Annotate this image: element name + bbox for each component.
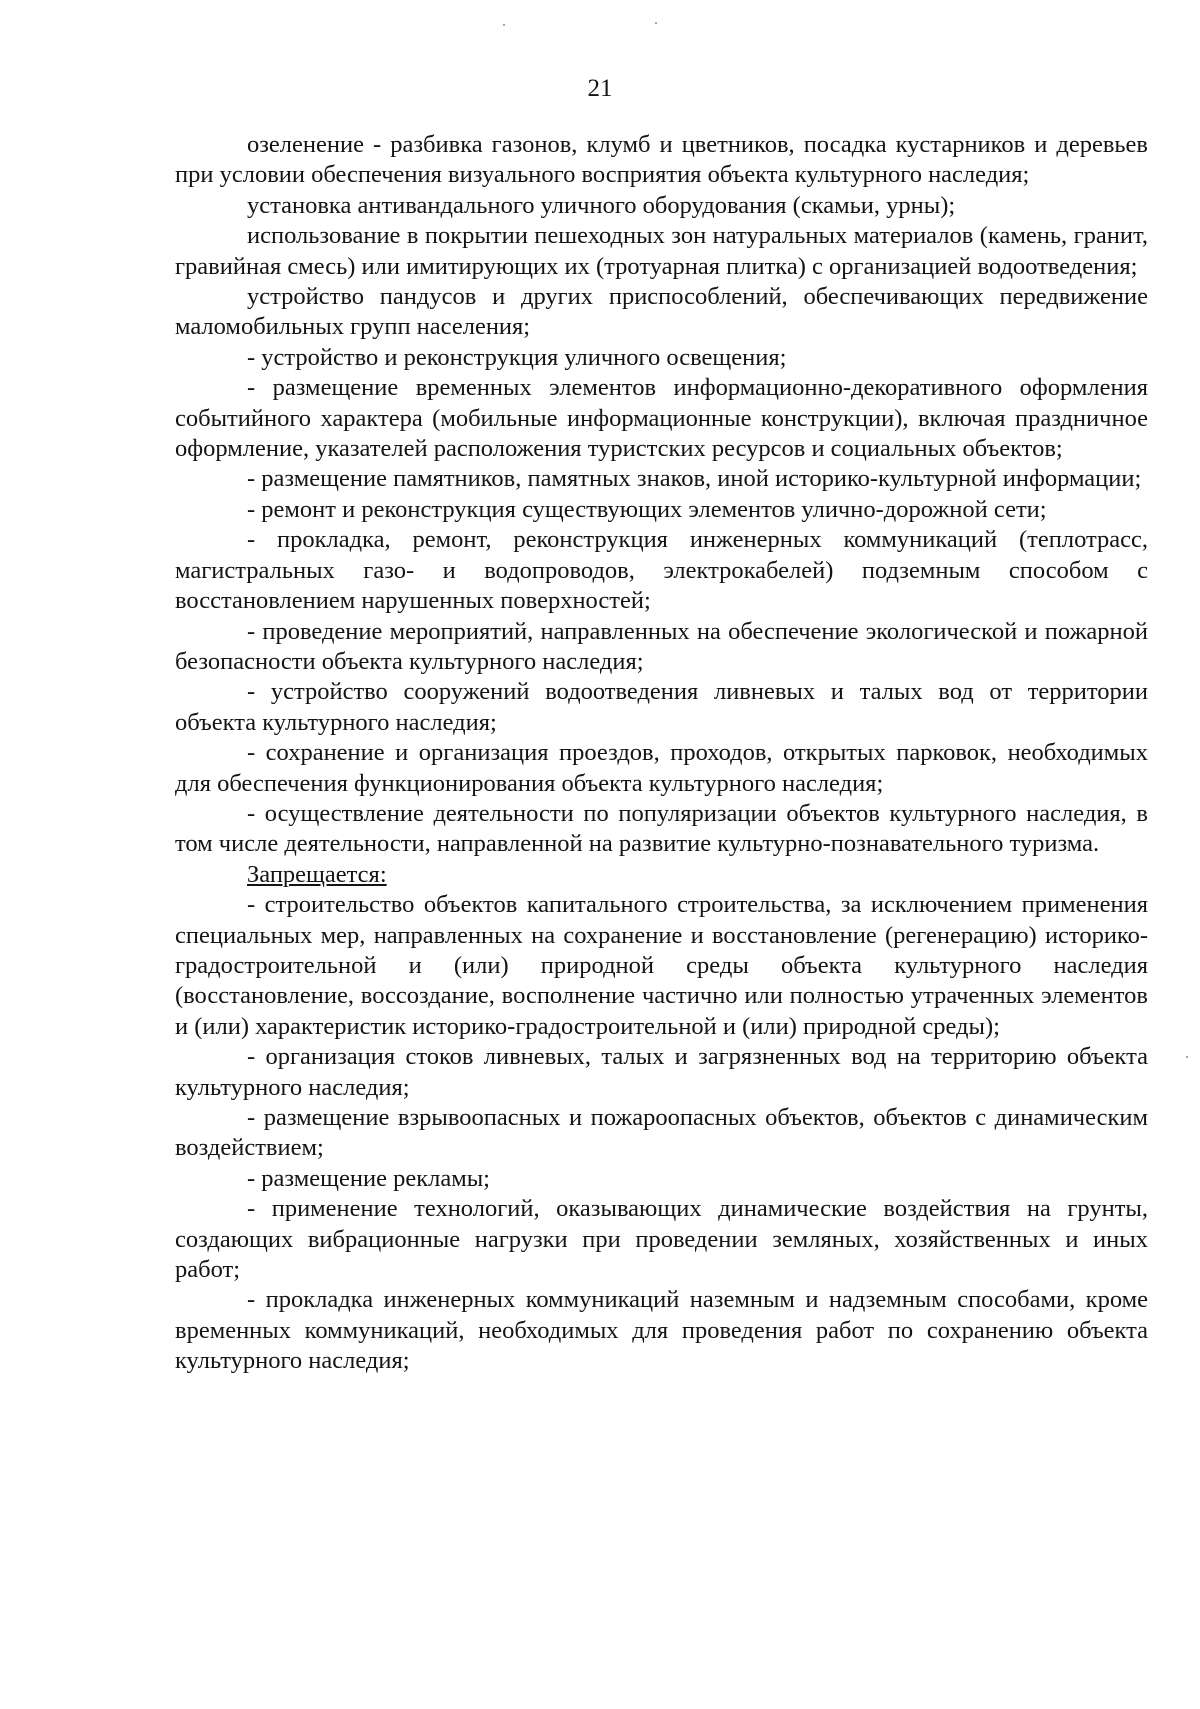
permitted-item: озеленение - разбивка газонов, клумб и цветников, посадка кустарников и деревьев при условии обеспечения визуального восприятия объекта культурного наследия; xyxy=(175,131,1148,189)
prohibited-item: - размещение взрывоопасных и пожароопасных объектов, объектов с динамическим воздействием; xyxy=(175,1104,1148,1162)
prohibited-item: - организация стоков ливневых, талых и загрязненных вод на территорию объекта культурного наследия; xyxy=(175,1043,1148,1101)
prohibited-item: - размещение рекламы; xyxy=(247,1164,490,1192)
prohibited-item: - прокладка инженерных коммуникаций наземным и надземным способами, кроме временных коммуникаций, необходимых для проведения работ по сохранению объекта культурного наследия; xyxy=(175,1286,1148,1375)
permitted-item: установка антивандального уличного оборудования (скамьи, урны); xyxy=(247,191,956,219)
scan-speck xyxy=(1186,1056,1188,1058)
scan-speck xyxy=(655,22,657,24)
permitted-item: - ремонт и реконструкция существующих элементов улично-дорожной сети; xyxy=(247,495,1047,523)
permitted-item: - устройство и реконструкция уличного освещения; xyxy=(247,343,787,371)
permitted-item: - осуществление деятельности по популяризации объектов культурного наследия, в том числе деятельности, направленной на развитие культурно-познавательного туризма. xyxy=(175,799,1148,858)
permitted-item: - устройство сооружений водоотведения ливневых и талых вод от территории объекта культурного наследия; xyxy=(175,678,1148,736)
document-body xyxy=(175,130,1148,1377)
permitted-item: - сохранение и организация проездов, проходов, открытых парковок, необходимых для обеспечения функционирования объекта культурного наследия; xyxy=(175,739,1148,797)
permitted-item: - размещение временных элементов информационно-декоративного оформления событийного характера (мобильные информационные конструкции), включая праздничное оформление, указателей расположения туристских ресурсов и социальных объектов; xyxy=(175,374,1148,463)
permitted-item: - прокладка, ремонт, реконструкция инженерных коммуникаций (теплотрасс, магистральных газо- и водопроводов, электрокабелей) подземным способом с восстановлением нарушенных поверхностей; xyxy=(175,526,1148,615)
permitted-item: - размещение памятников, памятных знаков, иной историко-культурной информации; xyxy=(247,465,1142,493)
permitted-item: использование в покрытии пешеходных зон натуральных материалов (камень, гранит, гравийная смесь) или имитирующих их (тротуарная плитка) с организацией водоотведения; xyxy=(175,222,1148,280)
prohibited-heading-text: Запрещается: xyxy=(247,860,387,888)
scan-speck xyxy=(503,24,505,26)
page-number: 21 xyxy=(587,75,613,102)
permitted-item: устройство пандусов и других приспособлений, обеспечивающих передвижение маломобильных групп населения; xyxy=(175,283,1148,341)
prohibited-item: - применение технологий, оказывающих динамические воздействия на грунты, создающих вибрационные нагрузки при проведении земляных, хозяйственных и иных работ; xyxy=(175,1195,1148,1284)
permitted-item: - проведение мероприятий, направленных на обеспечение экологической и пожарной безопасности объекта культурного наследия; xyxy=(175,617,1148,675)
prohibited-heading xyxy=(175,860,1148,890)
prohibited-item: - строительство объектов капитального строительства, за исключением применения специальных мер, направленных на сохранение и восстановление (регенерацию) историко-градостроительной и (или) природной среды объекта культурного наследия (восстановление, воссоздание, восполнение частично или полностью утраченных элементов и (или) характеристик историко-градостроительной и (или) природной среды); xyxy=(175,891,1148,1040)
